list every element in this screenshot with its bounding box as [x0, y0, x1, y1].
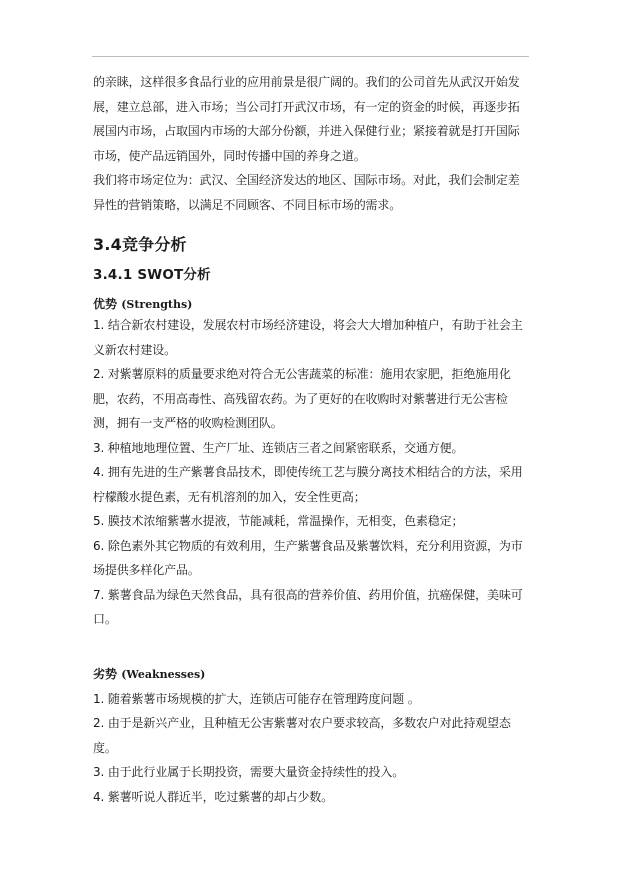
intro-paragraph-1: 的亲睐，这样很多食品行业的应用前景是很广阔的。我们的公司首先从武汉开始发展，建立总部，进入市场；当公司打开武汉市场，有一定的资金的时候，再逐步拓展国内市场，占取国内市场的大部分份额，并进入保健行业；紧接着就是打开国际市场，使产品远销国外，同时传播中国的养身之道。 [93, 75, 520, 163]
list-item: 6. 除色素外其它物质的有效利用，生产紫薯食品及紫薯饮料，充分利用资源，为市场提供多样化产品。 [93, 538, 523, 577]
list-item: 7. 紫薯食品为绿色天然食品，具有很高的营养价值、药用价值，抗癌保健，美味可口。 [93, 587, 523, 626]
page-header-rule [92, 56, 529, 57]
list-item: 3. 由于此行业属于长期投资，需要大量资金持续性的投入。 [93, 765, 405, 779]
list-item: 3. 种植地地理位置、生产厂址、连锁店三者之间紧密联系，交通方便。 [93, 440, 464, 455]
weaknesses-heading-cn: 劣势 [93, 666, 118, 681]
strengths-list [93, 313, 529, 632]
weaknesses-heading-en: (Weaknesses) [121, 667, 206, 681]
strengths-heading-cn: 优势 [93, 297, 118, 311]
list-item: 4. 拥有先进的生产紫薯食品技术，即使传统工艺与膜分离技术相结合的方法，采用柠檬酸水提色素，无有机溶剂的加入，安全性更高； [93, 465, 523, 504]
subsection-heading-swot: 3.4.1 SWOT分析 [93, 267, 211, 283]
weaknesses-heading [93, 662, 529, 687]
document-body [93, 70, 529, 809]
list-item: 4. 紫薯听说人群近半，吃过紫薯的却占少数。 [93, 789, 333, 804]
intro-paragraph-2: 我们将市场定位为：武汉、全国经济发达的地区、国际市场。对此，我们会制定差异性的营销策略，以满足不同顾客、不同目标市场的需求。 [93, 173, 520, 212]
list-item: 1. 结合新农村建设，发展农村市场经济建设，将会大大增加种植户，有助于社会主义新农村建设。 [93, 318, 523, 357]
list-item: 5. 膜技术浓缩紫薯水提液，节能减耗，常温操作，无相变，色素稳定； [93, 514, 464, 528]
list-item: 2. 对紫薯原料的质量要求绝对符合无公害蔬菜的标准：施用农家肥，拒绝施用化肥，农药，不用高毒性、高残留农药。为了更好的在收购时对紫薯进行无公害检测，拥有一支严格的收购检测团队。 [93, 367, 511, 430]
section-heading-competition: 3.4竞争分析 [93, 235, 187, 254]
strengths-heading-en: (Strengths) [121, 298, 193, 311]
strengths-heading [93, 296, 529, 313]
list-item: 2. 由于是新兴产业，且种植无公害紫薯对农户要求较高，多数农户对此持观望态度。 [93, 716, 511, 755]
weaknesses-list [93, 687, 529, 810]
list-item: 1. 随着紫薯市场规模的扩大，连锁店可能存在管理跨度问题 。 [93, 691, 420, 706]
